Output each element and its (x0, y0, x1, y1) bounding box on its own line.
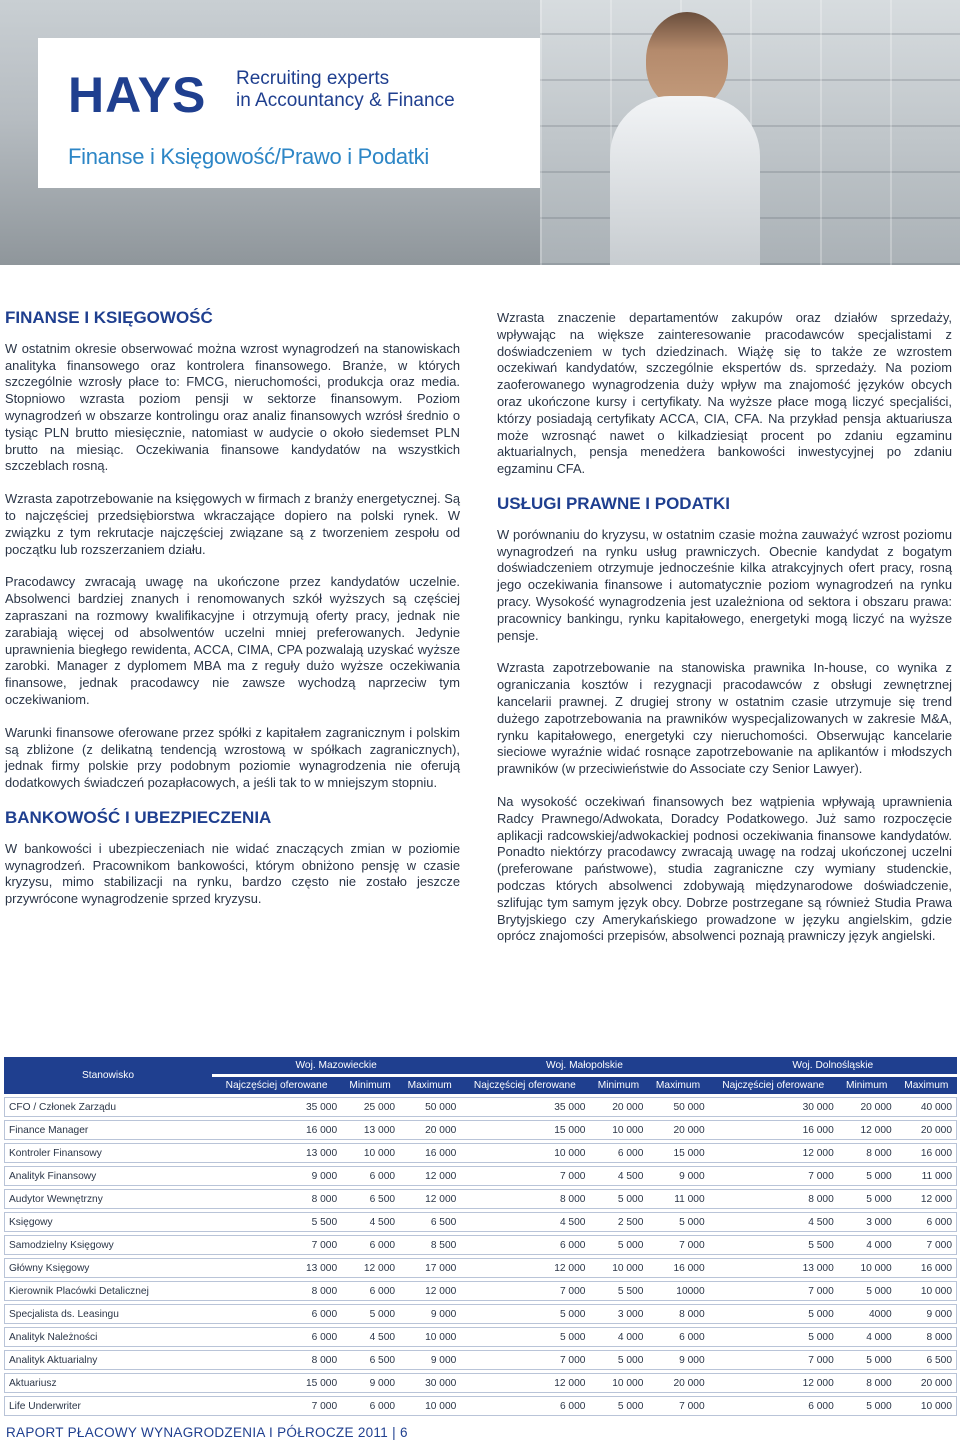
salary-cell: 20 000 (647, 1373, 708, 1393)
table-row (4, 1212, 957, 1232)
salary-cell: 5 000 (589, 1189, 647, 1209)
tagline-line-1: Recruiting experts (236, 68, 390, 89)
column-header-position: Stanowisko (4, 1057, 212, 1094)
salary-cell: 35 000 (212, 1097, 341, 1117)
salary-cell: 10 000 (460, 1143, 589, 1163)
salary-cell: 8 000 (460, 1189, 589, 1209)
salary-cell: 7 000 (647, 1396, 708, 1416)
salary-cell: 5 500 (709, 1235, 838, 1255)
salary-cell: 8 000 (212, 1350, 341, 1370)
salary-cell: 4 500 (460, 1212, 589, 1232)
salary-table-body (4, 1097, 957, 1416)
salary-cell: 20 000 (399, 1120, 460, 1140)
paragraph: Warunki finansowe oferowane przez spółki z kapitałem zagranicznym i polskim są zbliżone (z delikatną tendencją wzrostową w spółkach zagranicznych), jednak firmy polskie przy podobnym poziomie wynagrodzenia nie oferują dodatkowych świadczeń pozapłacowych, a jeśli tak to w mniejszym stopniu. (5, 724, 460, 791)
salary-cell: 5 000 (647, 1212, 708, 1232)
column-header: Najczęściej oferowane (709, 1077, 838, 1094)
salary-cell: 9 000 (212, 1166, 341, 1186)
salary-cell: 20 000 (838, 1097, 896, 1117)
position-name-cell: Specjalista ds. Leasingu (4, 1304, 212, 1324)
right-column (497, 310, 952, 961)
hero-banner (0, 0, 960, 265)
salary-cell: 7 000 (212, 1396, 341, 1416)
paragraph: W porównaniu do kryzysu, w ostatnim czasie można zauważyć wzrost poziomu wynagrodzeń na rynku usług prawniczych. Obecnie kandydat z bogatym doświadczeniem otrzymuje jednocześnie kilka atrakcyjnych ofert pracy, rosną jego oczekiwania finansowe i automatycznie poziom wynagrodzeń na rynku pracy. Wysokość wynagrodzenia jest uzależniona od sektora i obszaru prawa: pracownicy bankingu, rynku kapitałowego, energetyki mogą liczyć na wyższe pensje. (497, 526, 952, 643)
position-name-cell: Aktuariusz (4, 1373, 212, 1393)
salary-cell: 8 000 (709, 1189, 838, 1209)
salary-cell: 6 500 (896, 1350, 957, 1370)
salary-cell: 5 500 (212, 1212, 341, 1232)
section-heading-finance: FINANSE I KSIĘGOWOŚĆ (5, 308, 213, 327)
salary-cell: 15 000 (212, 1373, 341, 1393)
salary-cell: 8 000 (838, 1143, 896, 1163)
salary-cell: 10 000 (838, 1258, 896, 1278)
salary-cell: 7 000 (460, 1281, 589, 1301)
position-name-cell: Life Underwriter (4, 1396, 212, 1416)
position-name-cell: Finance Manager (4, 1120, 212, 1140)
salary-cell: 13 000 (212, 1143, 341, 1163)
salary-cell: 30 000 (709, 1097, 838, 1117)
salary-cell: 6 500 (341, 1350, 399, 1370)
salary-cell: 16 000 (896, 1143, 957, 1163)
salary-cell: 6 500 (399, 1212, 460, 1232)
salary-cell: 6 000 (460, 1396, 589, 1416)
paragraph: Wzrasta znaczenie departamentów zakupów oraz działów sprzedaży, wpływając na większe zainteresowanie pracodawców specjalistami z doświadczeniem w tych dziedzinach. Wiążę się to także ze wzrostem oczekiwań kandydatów, szczególnie ekspertów ds. sprzedaży. Na poziom zaoferowanego wynagrodzenia duży wpływ ma znajomość języków obcych oraz ukończone kursy i certyfikaty. Na wyższe płace mogą liczyć specjaliści, którzy posiadają certyfikaty ACCA, CIA, CFA. Na przykład pensja aktuariusza może wzrosnąć nawet o kilkadziesiąt procent po zdaniu egzaminu aktuarialnych, pensja menedżera bankowości inwestycyjnej po zdaniu egzaminu CFA. (497, 310, 952, 477)
salary-cell: 7 000 (647, 1235, 708, 1255)
salary-cell: 5 000 (589, 1235, 647, 1255)
salary-table (4, 1054, 957, 1419)
position-name-cell: Analityk Należności (4, 1327, 212, 1347)
left-column (5, 310, 460, 924)
salary-cell: 10 000 (399, 1327, 460, 1347)
salary-cell: 6 000 (341, 1235, 399, 1255)
section-heading-banking: BANKOWOŚĆ I UBEZPIECZENIA (5, 807, 272, 827)
salary-cell: 12 000 (709, 1373, 838, 1393)
salary-cell: 12 000 (399, 1189, 460, 1209)
salary-cell: 6 000 (212, 1327, 341, 1347)
salary-cell: 11 000 (647, 1189, 708, 1209)
salary-cell: 9 000 (647, 1350, 708, 1370)
salary-cell: 12 000 (838, 1120, 896, 1140)
salary-cell: 12 000 (460, 1258, 589, 1278)
region-header-mazowieckie: Woj. Mazowieckie (212, 1057, 460, 1074)
salary-cell: 10 000 (896, 1396, 957, 1416)
salary-cell: 5 000 (709, 1327, 838, 1347)
salary-cell: 9 000 (341, 1373, 399, 1393)
salary-cell: 5 000 (460, 1304, 589, 1324)
column-header: Minimum (589, 1077, 647, 1094)
salary-cell: 30 000 (399, 1373, 460, 1393)
salary-cell: 25 000 (341, 1097, 399, 1117)
salary-cell: 20 000 (896, 1373, 957, 1393)
salary-cell: 4 500 (709, 1212, 838, 1232)
table-row (4, 1189, 957, 1209)
salary-cell: 9 000 (647, 1166, 708, 1186)
position-name-cell: Kontroler Finansowy (4, 1143, 212, 1163)
salary-cell: 7 000 (460, 1350, 589, 1370)
table-row (4, 1258, 957, 1278)
salary-cell: 6 000 (460, 1235, 589, 1255)
position-name-cell: Analityk Aktuarialny (4, 1350, 212, 1370)
salary-cell: 40 000 (896, 1097, 957, 1117)
salary-cell: 5 000 (838, 1166, 896, 1186)
paragraph: Wzrasta zapotrzebowanie na księgowych w firmach z branży energetycznej. Są to najczęściej przedsiębiorstwa wkraczające dopiero na polski rynek. W związku z tym rekrutacje najczęściej związane są z tworzeniem zespołu od początku lub rozszerzaniem działu. (5, 491, 460, 557)
paragraph: Pracodawcy zwracają uwagę na ukończone przez kandydatów uczelnie. Absolwenci bardziej znanych i renomowanych szkół wyższych są częściej zapraszani na rozmowy kwalifikacyjne i otrzymują oferty pracy, jednak nie zarabiają więcej od absolwentów uczelni mniej preferowanych. Jedynie uprawnienia biegłego rewidenta, ACCA, CIMA, CPA pozwalają uzyskać wyższe zarobki. Manager z dyplomem MBA ma z reguły dużo wyższe oczekiwania finansowe, jednak pracodawcy nie zawsze wychodzą naprzeciw tym oczekiwaniom. (5, 574, 460, 707)
salary-cell: 7 000 (709, 1281, 838, 1301)
salary-cell: 8 000 (896, 1327, 957, 1347)
salary-cell: 10 000 (589, 1373, 647, 1393)
position-name-cell: Audytor Wewnętrzny (4, 1189, 212, 1209)
table-row (4, 1097, 957, 1117)
salary-cell: 13 000 (212, 1258, 341, 1278)
salary-cell: 7 000 (212, 1235, 341, 1255)
paragraph: W bankowości i ubezpieczeniach nie widać znaczących zmian w poziomie wynagrodzeń. Pracownikom bankowości, którym obniżono pensję w czasie kryzysu, mimo stabilizacji na rynku, bardzo często nie zostało jeszcze przywrócone wynagrodzenie sprzed kryzysu. (5, 840, 460, 907)
table-row (4, 1304, 957, 1324)
salary-cell: 10 000 (341, 1143, 399, 1163)
salary-cell: 4 000 (589, 1327, 647, 1347)
salary-cell: 8 000 (212, 1189, 341, 1209)
position-name-cell: Kierownik Placówki Detalicznej (4, 1281, 212, 1301)
table-row (4, 1373, 957, 1393)
salary-cell: 3 000 (589, 1304, 647, 1324)
salary-cell: 4 500 (341, 1327, 399, 1347)
salary-cell: 6 000 (212, 1304, 341, 1324)
table-row (4, 1396, 957, 1416)
salary-cell: 7 000 (460, 1166, 589, 1186)
salary-cell: 5 000 (341, 1304, 399, 1324)
salary-cell: 5 000 (589, 1396, 647, 1416)
column-header: Minimum (838, 1077, 896, 1094)
salary-cell: 12 000 (460, 1373, 589, 1393)
hays-logo: HAYS (68, 67, 207, 123)
salary-cell: 9 000 (399, 1350, 460, 1370)
salary-cell: 16 000 (212, 1120, 341, 1140)
position-name-cell: Analityk Finansowy (4, 1166, 212, 1186)
salary-cell: 13 000 (341, 1120, 399, 1140)
salary-cell: 2 500 (589, 1212, 647, 1232)
salary-cell: 6 000 (709, 1396, 838, 1416)
table-row (4, 1350, 957, 1370)
column-header: Maximum (647, 1077, 708, 1094)
salary-cell: 8 000 (647, 1304, 708, 1324)
salary-cell: 50 000 (399, 1097, 460, 1117)
position-name-cell: Główny Księgowy (4, 1258, 212, 1278)
salary-cell: 10 000 (589, 1258, 647, 1278)
salary-cell: 20 000 (589, 1097, 647, 1117)
salary-cell: 13 000 (709, 1258, 838, 1278)
salary-cell: 6 000 (341, 1281, 399, 1301)
salary-cell: 10 000 (896, 1281, 957, 1301)
table-row (4, 1143, 957, 1163)
page-title: Finanse i Księgowość/Prawo i Podatki (68, 144, 429, 169)
column-header: Najczęściej oferowane (212, 1077, 341, 1094)
salary-cell: 6 000 (589, 1143, 647, 1163)
column-header: Minimum (341, 1077, 399, 1094)
salary-cell: 3 000 (838, 1212, 896, 1232)
table-row (4, 1327, 957, 1347)
table-row (4, 1166, 957, 1186)
salary-cell: 7 000 (709, 1166, 838, 1186)
salary-cell: 8 000 (212, 1281, 341, 1301)
salary-cell: 12 000 (399, 1281, 460, 1301)
salary-cell: 10 000 (399, 1396, 460, 1416)
salary-cell: 4 000 (838, 1327, 896, 1347)
salary-cell: 35 000 (460, 1097, 589, 1117)
salary-cell: 7 000 (709, 1350, 838, 1370)
salary-cell: 20 000 (896, 1120, 957, 1140)
table-row (4, 1120, 957, 1140)
salary-cell: 16 000 (896, 1258, 957, 1278)
table-row (4, 1281, 957, 1301)
column-header: Najczęściej oferowane (460, 1077, 589, 1094)
hero-person-image (610, 0, 760, 265)
salary-cell: 10 000 (589, 1120, 647, 1140)
position-name-cell: Samodzielny Księgowy (4, 1235, 212, 1255)
salary-cell: 5 000 (460, 1327, 589, 1347)
salary-cell: 9 000 (399, 1304, 460, 1324)
paragraph: Wzrasta zapotrzebowanie na stanowiska prawnika In-house, co wynika z ograniczania kosztów i rezygnacji pracodawców z obsługi zewnętrznej kancelarii prawnej. Z drugiej strony w ostatnim czasie utrzymuje się trend dużego zapotrzebowania na prawników wyspecjalizowanych w zakresie M&A, rynku kapitałowego, energetyki czy nieruchomości. Obserwując kancelarie sieciowe wyraźnie widać rosnące zapotrzebowanie na aplikantów i młodszych prawników (w przeciwieństwie do Associate czy Senior Lawyer). (497, 660, 952, 777)
salary-cell: 50 000 (647, 1097, 708, 1117)
salary-cell: 4000 (838, 1304, 896, 1324)
salary-cell: 12 000 (709, 1143, 838, 1163)
salary-cell: 5 000 (709, 1304, 838, 1324)
page-footer: RAPORT PŁACOWY WYNAGRODZENIA I PÓŁROCZE 2011 | 6 (6, 1425, 408, 1440)
salary-cell: 5 000 (589, 1350, 647, 1370)
salary-cell: 15 000 (460, 1120, 589, 1140)
tagline-line-2: in Accountancy & Finance (236, 90, 455, 111)
region-header-malopolskie: Woj. Małopolskie (460, 1057, 708, 1074)
salary-cell: 4 500 (589, 1166, 647, 1186)
salary-cell: 5 500 (589, 1281, 647, 1301)
salary-cell: 16 000 (647, 1258, 708, 1278)
salary-cell: 8 000 (838, 1373, 896, 1393)
salary-cell: 12 000 (896, 1189, 957, 1209)
salary-cell: 6 000 (647, 1327, 708, 1347)
salary-cell: 6 000 (896, 1212, 957, 1232)
salary-cell: 4 500 (341, 1212, 399, 1232)
brand-panel (38, 38, 540, 188)
salary-cell: 17 000 (399, 1258, 460, 1278)
salary-cell: 4 000 (838, 1235, 896, 1255)
salary-cell: 7 000 (896, 1235, 957, 1255)
salary-cell: 12 000 (399, 1166, 460, 1186)
paragraph: W ostatnim okresie obserwować można wzrost wynagrodzeń na stanowiskach analityka finansowego oraz kontrolera finansowego. Branże, w których szczególnie wzrosły płace to: FMCG, nieruchomości, produkcja oraz media. Stopniowo wzrasta poziom pensji w sektorze finansowym. Poziom wynagrodzeń w obszarze kontrolingu oraz analiz finansowych wzrósł średnio o tysiąc PLN brutto miesięcznie, natomiast w audycie o około siedemset PLN brutto na miesiąc. Oczekiwania finansowe kandydatów na wszystkich szczeblach rosną. (5, 340, 460, 474)
column-header: Maximum (896, 1077, 957, 1094)
salary-cell: 16 000 (399, 1143, 460, 1163)
salary-cell: 11 000 (896, 1166, 957, 1186)
salary-cell: 10000 (647, 1281, 708, 1301)
salary-cell: 5 000 (838, 1396, 896, 1416)
table-row (4, 1235, 957, 1255)
salary-cell: 8 500 (399, 1235, 460, 1255)
region-header-dolnoslaskie: Woj. Dolnośląskie (709, 1057, 957, 1074)
column-header: Maximum (399, 1077, 460, 1094)
salary-cell: 16 000 (709, 1120, 838, 1140)
salary-cell: 20 000 (647, 1120, 708, 1140)
salary-cell: 5 000 (838, 1281, 896, 1301)
salary-cell: 9 000 (896, 1304, 957, 1324)
section-heading-legal: USŁUGI PRAWNE I PODATKI (497, 493, 730, 513)
tagline (236, 68, 455, 112)
position-name-cell: CFO / Członek Zarządu (4, 1097, 212, 1117)
salary-cell: 5 000 (838, 1350, 896, 1370)
salary-cell: 5 000 (838, 1189, 896, 1209)
salary-cell: 12 000 (341, 1258, 399, 1278)
salary-cell: 6 000 (341, 1396, 399, 1416)
salary-cell: 15 000 (647, 1143, 708, 1163)
salary-cell: 6 500 (341, 1189, 399, 1209)
salary-cell: 6 000 (341, 1166, 399, 1186)
paragraph: Na wysokość oczekiwań finansowych bez wątpienia wpływają uprawnienia Radcy Prawnego/Adwokata, Doradcy Podatkowego. Już samo rozpoczęcie aplikacji radcowskiej/adwokackiej podnosi oczekiwania finansowe kandydatów. Ponadto niektórzy pracodawcy zwracają uwagę na rodzaj ukończonej uczelni (preferowane państwowe), studia zagraniczne czy wymiany studenckie, podczas których absolwenci zdobywają międzynarodowe doświadczenie, szlifując tym samym język obcy. Dobrze postrzegane są również Studia Prawa Brytyjskiego czy Amerykańskiego prowadzone w języku angielskim, gdzie oprócz znajomości przepisów, absolwenci poznają prawniczy język angielski. (497, 793, 952, 944)
position-name-cell: Księgowy (4, 1212, 212, 1232)
